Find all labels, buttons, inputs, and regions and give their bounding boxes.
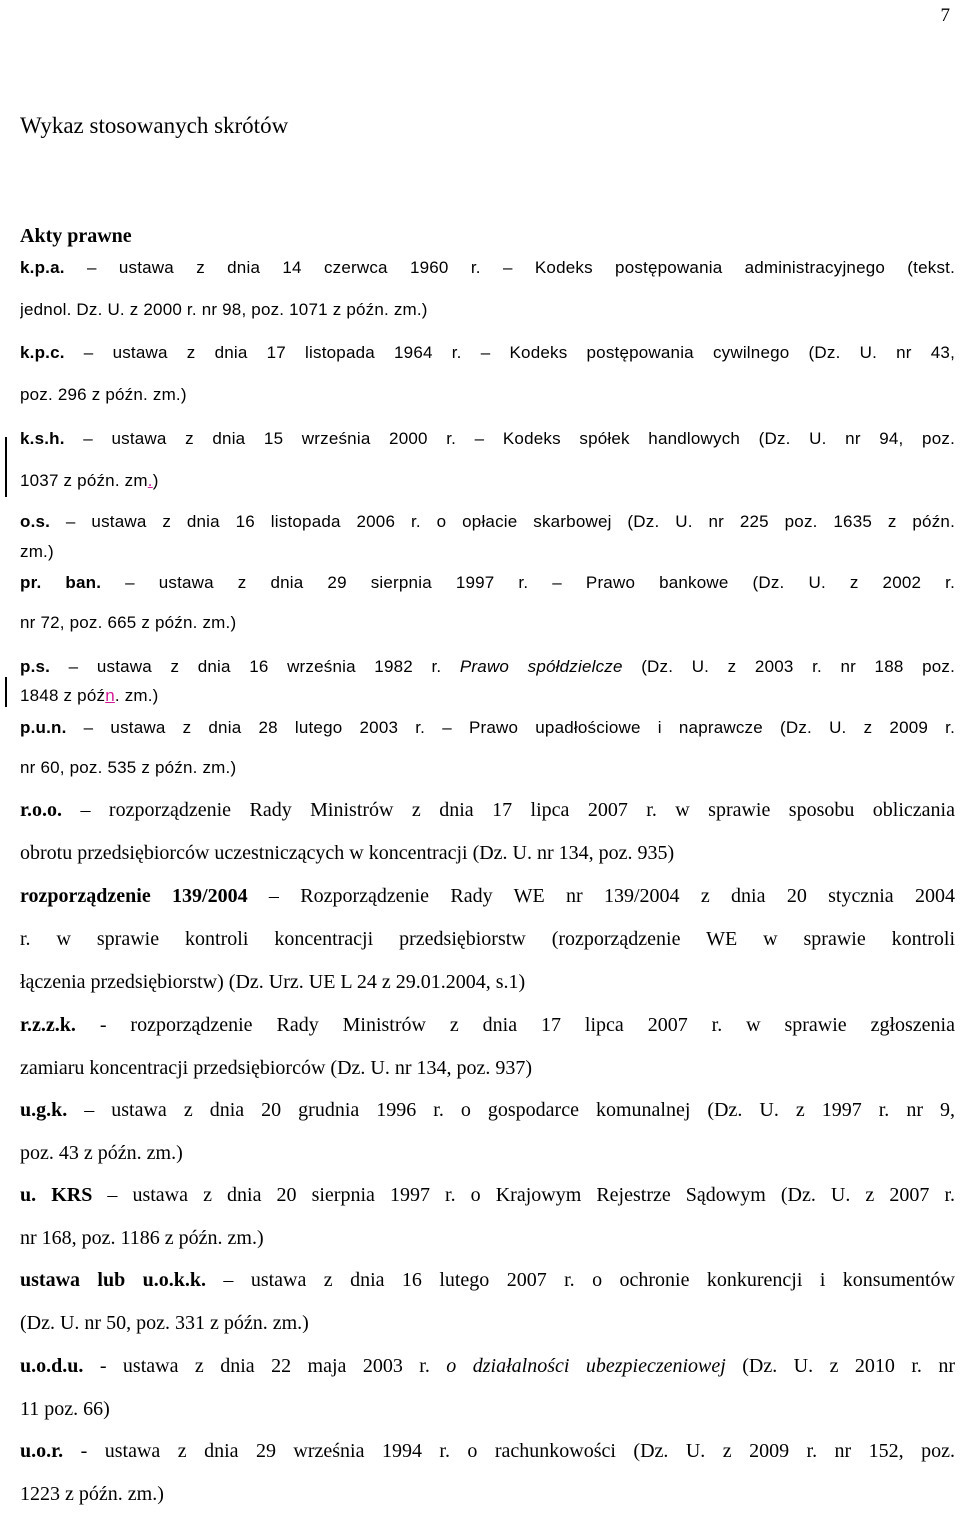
entry-text: - rozporządzenie Rady Ministrów z dnia 17 lipca 2007 r. w sprawie zgłoszenia (75, 1014, 955, 1036)
abbreviation: rozporządzenie 139/2004 (20, 885, 248, 907)
abbreviation: pr. ban. (20, 573, 102, 592)
entry-text: – ustawa z dnia 14 czerwca 1960 r. – Kodeks postępowania administracyjnego (tekst. (64, 258, 955, 277)
revision-bar (5, 677, 7, 707)
entry-text: – ustawa z dnia 16 listopada 2006 r. o opłacie skarbowej (Dz. U. nr 225 poz. 1635 z późn. (50, 512, 955, 531)
list-item (20, 875, 955, 1004)
abbreviation: k.p.a. (20, 258, 65, 277)
abbreviation: p.u.n. (20, 718, 67, 737)
abbreviation: u.g.k. (20, 1099, 68, 1121)
entry-text: (Dz. U. z 2003 r. nr 188 poz. (622, 657, 955, 676)
entry-text: (Dz. U. nr 50, poz. 331 z późn. zm.) (20, 1312, 309, 1334)
abbreviation: r.z.z.k. (20, 1014, 76, 1036)
entry-text: - ustawa z dnia 22 maja 2003 r. (83, 1355, 447, 1377)
revision-bar (5, 437, 7, 497)
list-item (20, 1259, 955, 1345)
list-item (20, 1430, 955, 1516)
entry-text: – rozporządzenie Rady Ministrów z dnia 17 lipca 2007 r. w sprawie sposobu obliczania (62, 799, 955, 821)
list-item (20, 652, 955, 710)
entry-text: r. w sprawie kontroli koncentracji przedsiębiorstw (rozporządzenie WE w sprawie kontroli (20, 928, 955, 950)
entry-text: – ustawa z dnia 20 grudnia 1996 r. o gospodarce komunalnej (Dz. U. z 1997 r. nr 9, (67, 1099, 955, 1121)
entry-text: – ustawa z dnia 15 września 2000 r. – Kodeks spółek handlowych (Dz. U. nr 94, poz. (64, 429, 955, 448)
entry-text: – ustawa z dnia 20 sierpnia 1997 r. o Krajowym Rejestrze Sądowym (Dz. U. z 2007 r. (92, 1184, 955, 1206)
revision-mark: n (105, 686, 115, 705)
abbreviation: o.s. (20, 512, 51, 531)
entry-text: 1037 z późn. zm (20, 471, 148, 490)
entry-text: 1223 z późn. zm.) (20, 1483, 164, 1505)
abbreviation: u. KRS (20, 1184, 93, 1206)
abbreviation: k.s.h. (20, 429, 65, 448)
abbreviation: ustawa lub u.o.k.k. (20, 1269, 207, 1291)
page-title: Wykaz stosowanych skrótów (20, 113, 289, 139)
section-heading: Akty prawne (20, 225, 132, 247)
entry-text: jednol. Dz. U. z 2000 r. nr 98, poz. 1071 z późn. zm.) (20, 300, 428, 319)
list-item (20, 1174, 955, 1260)
list-item (20, 563, 955, 643)
entry-text: 1848 z póź (20, 686, 106, 705)
revision-mark: . (147, 471, 153, 490)
list-item (20, 1089, 955, 1175)
entry-text: – ustawa z dnia 16 września 1982 r. (50, 657, 460, 676)
abbreviation: u.o.r. (20, 1440, 64, 1462)
entry-text: 11 poz. 66) (20, 1398, 110, 1420)
list-item (20, 1004, 955, 1090)
list-item (20, 418, 955, 502)
entry-text: – ustawa z dnia 28 lutego 2003 r. – Prawo upadłościowe i naprawcze (Dz. U. z 2009 r. (66, 718, 955, 737)
entry-text: poz. 296 z późn. zm.) (20, 385, 187, 404)
entry-text: łączenia przedsiębiorstw) (Dz. Urz. UE L 24 z 29.01.2004, s.1) (20, 971, 526, 993)
list-item (20, 247, 955, 331)
entry-text: (Dz. U. z 2010 r. nr (725, 1355, 955, 1377)
entry-text: obrotu przedsiębiorców uczestniczących w koncentracji (Dz. U. nr 134, poz. 935) (20, 842, 675, 864)
entry-text: - ustawa z dnia 29 września 1994 r. o rachunkowości (Dz. U. z 2009 r. nr 152, poz. (63, 1440, 955, 1462)
entry-text: poz. 43 z późn. zm.) (20, 1142, 183, 1164)
entry-text: . zm.) (114, 686, 159, 705)
list-item (20, 789, 955, 875)
list-item (20, 1345, 955, 1431)
entry-text: nr 168, poz. 1186 z późn. zm.) (20, 1227, 264, 1249)
entry-text: zamiaru koncentracji przedsiębiorców (Dz. U. nr 134, poz. 937) (20, 1057, 533, 1079)
entry-text: nr 60, poz. 535 z późn. zm.) (20, 758, 237, 777)
entry-text: – Rozporządzenie Rady WE nr 139/2004 z dnia 20 stycznia 2004 (247, 885, 955, 907)
entry-text: ) (152, 471, 159, 490)
entry-text: zm.) (20, 542, 54, 561)
entry-text: nr 72, poz. 665 z późn. zm.) (20, 613, 237, 632)
list-item (20, 708, 955, 788)
entry-text: – ustawa z dnia 17 listopada 1964 r. – Kodeks postępowania cywilnego (Dz. U. nr 43, (64, 343, 955, 362)
entry-text: – ustawa z dnia 16 lutego 2007 r. o ochronie konkurencji i konsumentów (206, 1269, 955, 1291)
list-item (20, 332, 955, 416)
abbreviation: p.s. (20, 657, 51, 676)
abbreviation: k.p.c. (20, 343, 65, 362)
entry-title-italic: o działalności ubezpieczeniowej (446, 1355, 726, 1377)
page-number: 7 (940, 5, 950, 26)
list-item (20, 507, 955, 567)
entry-title-italic: Prawo spółdzielcze (459, 657, 623, 676)
abbreviation: u.o.d.u. (20, 1355, 84, 1377)
entry-text: – ustawa z dnia 29 sierpnia 1997 r. – Prawo bankowe (Dz. U. z 2002 r. (101, 573, 955, 592)
abbreviation: r.o.o. (20, 799, 63, 821)
